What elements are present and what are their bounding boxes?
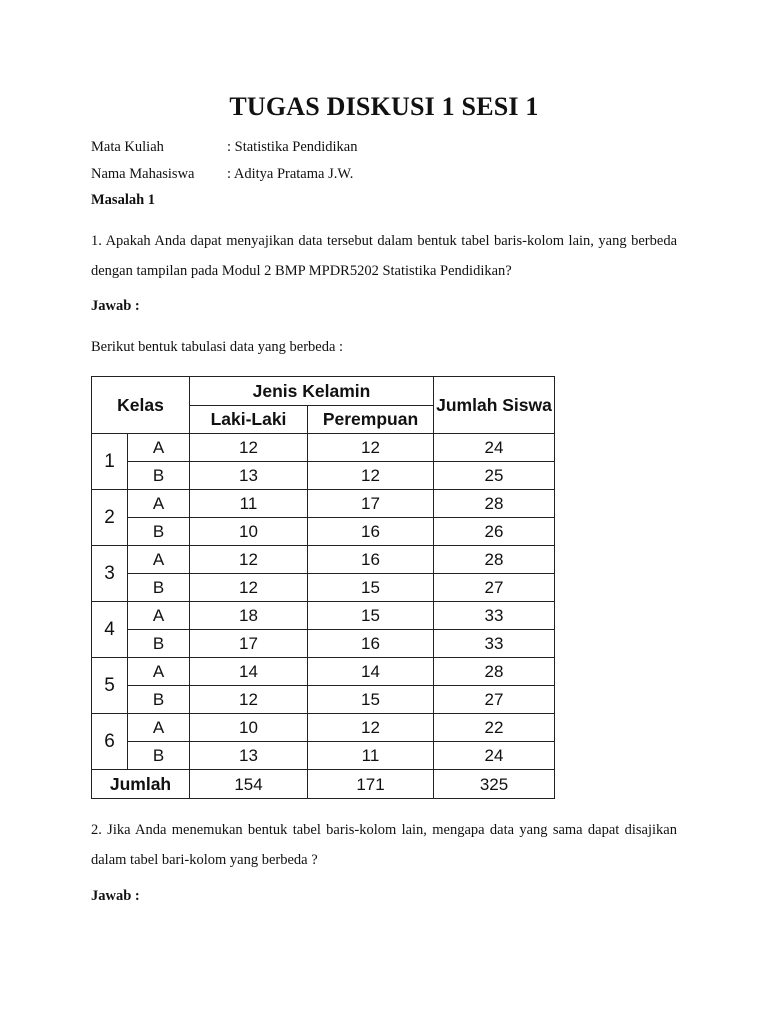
jumlah-cell: 27: [434, 686, 555, 714]
table-row: [92, 490, 555, 518]
sub-kelas-cell: A: [128, 714, 190, 742]
jawab-2-label: Jawab :: [91, 888, 140, 904]
table-row: [92, 658, 555, 686]
header-kelas: Kelas: [92, 377, 190, 434]
jumlah-cell: 28: [434, 658, 555, 686]
sub-kelas-cell: B: [128, 518, 190, 546]
header-jumlah-siswa: Jumlah Siswa: [434, 377, 555, 434]
sub-kelas-cell: B: [128, 686, 190, 714]
laki-cell: 18: [190, 602, 308, 630]
laki-cell: 17: [190, 630, 308, 658]
laki-cell: 13: [190, 462, 308, 490]
table-row: [92, 574, 555, 602]
sub-kelas-cell: B: [128, 742, 190, 770]
total-perempuan: 171: [308, 770, 434, 799]
table-row: [92, 686, 555, 714]
header-perempuan: Perempuan: [308, 406, 434, 434]
table-intro-text: Berikut bentuk tabulasi data yang berbeda :: [91, 339, 344, 355]
jumlah-cell: 28: [434, 490, 555, 518]
laki-cell: 13: [190, 742, 308, 770]
perempuan-cell: 16: [308, 546, 434, 574]
perempuan-cell: 12: [308, 714, 434, 742]
laki-cell: 12: [190, 686, 308, 714]
masalah-heading: Masalah 1: [91, 192, 156, 208]
jumlah-cell: 24: [434, 742, 555, 770]
kelas-cell: 2: [92, 490, 128, 546]
table-row: [92, 714, 555, 742]
perempuan-cell: 15: [308, 602, 434, 630]
mata-kuliah-value: : Statistika Pendidikan: [227, 139, 358, 155]
table-row: [92, 546, 555, 574]
laki-cell: 12: [190, 546, 308, 574]
kelas-cell: 4: [92, 602, 128, 658]
laki-cell: 14: [190, 658, 308, 686]
total-label: Jumlah: [92, 770, 190, 799]
jumlah-cell: 28: [434, 546, 555, 574]
jumlah-cell: 33: [434, 602, 555, 630]
sub-kelas-cell: A: [128, 602, 190, 630]
sub-kelas-cell: B: [128, 462, 190, 490]
laki-cell: 12: [190, 574, 308, 602]
kelas-cell: 5: [92, 658, 128, 714]
perempuan-cell: 15: [308, 574, 434, 602]
jumlah-cell: 27: [434, 574, 555, 602]
sub-kelas-cell: A: [128, 546, 190, 574]
perempuan-cell: 15: [308, 686, 434, 714]
laki-cell: 12: [190, 434, 308, 462]
jawab-1-label: Jawab :: [91, 298, 140, 314]
total-row: [92, 770, 555, 799]
data-table: [91, 376, 555, 799]
header-jenis-kelamin: Jenis Kelamin: [190, 377, 434, 406]
jumlah-cell: 24: [434, 434, 555, 462]
question-1: 1. Apakah Anda dapat menyajikan data tersebut dalam bentuk tabel baris-kolom lain, yang berbeda dengan tampilan pada Modul 2 BMP MPDR5202 Statistika Pendidikan?: [91, 233, 677, 279]
sub-kelas-cell: B: [128, 574, 190, 602]
table-row: [92, 742, 555, 770]
nama-mahasiswa-label: Nama Mahasiswa: [91, 166, 195, 182]
jumlah-cell: 25: [434, 462, 555, 490]
laki-cell: 10: [190, 714, 308, 742]
jumlah-cell: 26: [434, 518, 555, 546]
header-laki-laki: Laki-Laki: [190, 406, 308, 434]
sub-kelas-cell: A: [128, 434, 190, 462]
mata-kuliah-label: Mata Kuliah: [91, 139, 164, 155]
page-title: TUGAS DISKUSI 1 SESI 1: [229, 92, 539, 121]
jumlah-cell: 33: [434, 630, 555, 658]
sub-kelas-cell: A: [128, 658, 190, 686]
perempuan-cell: 16: [308, 630, 434, 658]
table-row: [92, 630, 555, 658]
question-2: 2. Jika Anda menemukan bentuk tabel baris-kolom lain, mengapa data yang sama dapat disajikan dalam tabel bari-kolom yang berbeda ?: [91, 822, 677, 868]
jumlah-cell: 22: [434, 714, 555, 742]
perempuan-cell: 12: [308, 434, 434, 462]
table-row: [92, 602, 555, 630]
table-row: [92, 434, 555, 462]
perempuan-cell: 16: [308, 518, 434, 546]
total-laki: 154: [190, 770, 308, 799]
sub-kelas-cell: A: [128, 490, 190, 518]
total-jumlah: 325: [434, 770, 555, 799]
kelas-cell: 6: [92, 714, 128, 770]
perempuan-cell: 17: [308, 490, 434, 518]
perempuan-cell: 14: [308, 658, 434, 686]
table-row: [92, 518, 555, 546]
kelas-cell: 1: [92, 434, 128, 490]
perempuan-cell: 11: [308, 742, 434, 770]
table-row: [92, 462, 555, 490]
laki-cell: 11: [190, 490, 308, 518]
perempuan-cell: 12: [308, 462, 434, 490]
laki-cell: 10: [190, 518, 308, 546]
kelas-cell: 3: [92, 546, 128, 602]
sub-kelas-cell: B: [128, 630, 190, 658]
nama-mahasiswa-value: : Aditya Pratama J.W.: [227, 166, 354, 182]
